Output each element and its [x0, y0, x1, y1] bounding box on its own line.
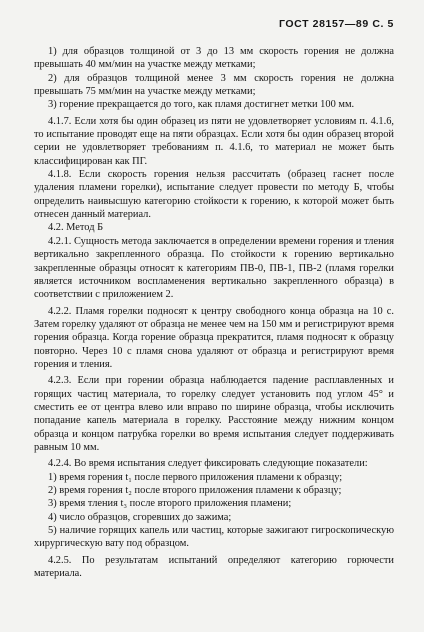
paragraph: 4.2.1. Сущность метода заключается в определении времени горения и тления вертикально закрепленного образца. По стойкости к горению вертикально закрепленные образцы относят к категориям ПВ-0, ПВ-1, ПВ-2 (пламя горелки является источником воспламенения вертикально закрепленного образца) в соответствии с приложением 2. [34, 235, 394, 301]
page-header: ГОСТ 28157—89 С. 5 [279, 18, 394, 30]
paragraph: 4.2.2. Пламя горелки подносят к центру свободного конца образца на 10 с. Затем горелку удаляют от образца не менее чем на 150 мм и регистрируют время горения образца. Когда горение образца прекратится, пламя подносят к образцу повторно. Через 10 с пламя снова удаляют от образца и регистрируют время горения и тления. [34, 305, 394, 370]
list-item: 3) время тления t₃ после второго приложения пламени; [48, 498, 292, 510]
paragraph: 2) для образцов толщиной менее 3 мм скорость горения не должна превышать 75 мм/мин на участке между метками; [34, 72, 394, 98]
paragraph: 4.2.3. Если при горении образца наблюдается падение расплавленных и горящих частиц материала, то горелку следует установить под углом 45° и сместить ее от центра влево или вправо по ширине образца, чтобы исключить попадание капель материала в горелку. Расстояние между нижним концом образца и концом патрубка горелки во время испытания следует поддерживать равным 10 мм. [34, 375, 394, 453]
list-item: 2) время горения t₂ после второго приложения пламени к образцу; [48, 485, 342, 496]
paragraph: 4.1.8. Если скорость горения нельзя рассчитать (образец гаснет после удаления пламени горелки), испытание следует провести по методу Б, чтобы определить наивысшую категорию стойкости к горению, к которой может быть отнесен данный материал. [34, 169, 394, 221]
document-body [34, 45, 394, 580]
paragraph: 4.2.4. Во время испытания следует фиксировать следующие показатели: [48, 458, 368, 470]
list-item: 4) число образцов, сгоревших до зажима; [48, 511, 232, 523]
paragraph: 1) для образцов толщиной от 3 до 13 мм скорость горения не должна превышать 40 мм/мин на участке между метками; [34, 46, 394, 71]
paragraph: 4.2.5. По результатам испытаний определяют категорию горючести материала. [34, 554, 394, 580]
paragraph: 3) горение прекращается до того, как пламя достигнет метки 100 мм. [48, 99, 355, 111]
section-heading: 4.2. Метод Б [48, 222, 104, 234]
list-item: 5) наличие горящих капель или частиц, которые зажигают гигроскопическую хирургическую вату под образцом. [34, 525, 394, 550]
paragraph: 4.1.7. Если хотя бы один образец из пяти не удовлетворяет условиям п. 4.1.6, то испытание проводят еще на пяти образцах. Если хотя бы один образец второй серии не удовлетворяет требованиям п. 4.1.6, то материал не может быть классифицирован как ПГ. [34, 115, 394, 167]
list-item: 1) время горения t₁ после первого приложения пламени к образцу; [48, 471, 343, 483]
